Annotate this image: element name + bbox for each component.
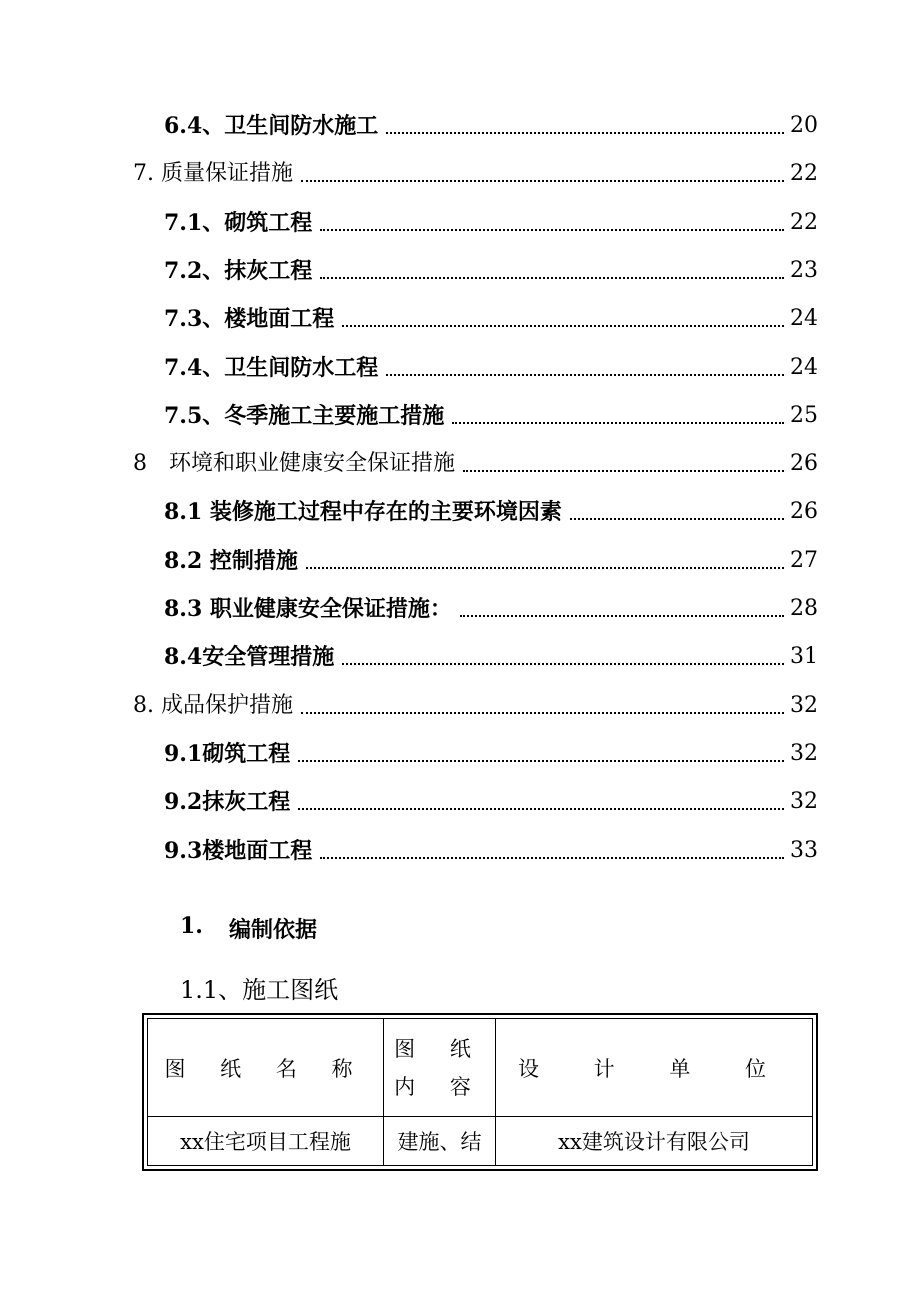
toc-entry[interactable] bbox=[164, 835, 818, 867]
drawings-table bbox=[142, 1013, 818, 1171]
toc-entry[interactable] bbox=[164, 545, 818, 577]
table-header-row bbox=[148, 1019, 813, 1117]
toc-entry-page: 22 bbox=[790, 161, 818, 186]
toc-entry[interactable] bbox=[164, 738, 818, 770]
header-drawing-name: 图 纸 名 称 bbox=[148, 1019, 384, 1117]
section-heading bbox=[180, 913, 317, 944]
toc-entry[interactable] bbox=[164, 207, 818, 239]
toc-entry[interactable] bbox=[164, 303, 818, 335]
toc-entry[interactable] bbox=[164, 255, 818, 287]
toc-entry-label: 7.5、冬季施工主要施工措施 bbox=[164, 403, 445, 429]
section-number: 1. bbox=[180, 913, 203, 939]
toc-dot-leader bbox=[320, 857, 784, 859]
toc-dot-leader bbox=[342, 663, 784, 665]
toc-entry[interactable] bbox=[164, 400, 818, 432]
cell-drawing-name: xx住宅项目工程施 bbox=[148, 1117, 384, 1166]
toc-dot-leader bbox=[386, 132, 784, 134]
toc-entry-label: 7.3、楼地面工程 bbox=[164, 306, 335, 332]
toc-dot-leader bbox=[306, 567, 784, 569]
toc-dot-leader bbox=[301, 712, 784, 714]
toc-dot-leader bbox=[320, 229, 784, 231]
toc-entry[interactable] bbox=[164, 641, 818, 673]
toc-entry-label: 8.1 装修施工过程中存在的主要环境因素 bbox=[164, 499, 562, 525]
toc-entry[interactable] bbox=[164, 593, 818, 625]
toc-entry-page: 24 bbox=[790, 306, 818, 331]
toc-entry[interactable] bbox=[133, 158, 818, 190]
header-drawing-content: 图 纸 内 容 bbox=[384, 1019, 496, 1117]
toc-dot-leader bbox=[301, 180, 784, 182]
toc-entry-page: 33 bbox=[790, 838, 818, 863]
toc-entry-page: 24 bbox=[790, 355, 818, 380]
toc-entry-label: 9.3楼地面工程 bbox=[164, 838, 313, 864]
toc-entry-page: 25 bbox=[790, 403, 818, 428]
toc-dot-leader bbox=[386, 374, 784, 376]
toc-entry-page: 32 bbox=[790, 741, 818, 766]
toc-entry-label: 6.4、卫生间防水施工 bbox=[164, 113, 379, 139]
toc-entry-label: 7.4、卫生间防水工程 bbox=[164, 355, 379, 381]
toc-dot-leader bbox=[298, 808, 784, 810]
toc-dot-leader bbox=[320, 277, 784, 279]
toc-entry-page: 26 bbox=[790, 451, 818, 476]
toc-entry-page: 27 bbox=[790, 548, 818, 573]
subsection-heading: 1.1、施工图纸 bbox=[180, 976, 339, 1004]
toc-entry-label: 9.1砌筑工程 bbox=[164, 741, 291, 767]
toc-dot-leader bbox=[298, 760, 784, 762]
cell-design-unit: xx建筑设计有限公司 bbox=[496, 1117, 813, 1166]
toc-entry-label: 7. 质量保证措施 bbox=[133, 161, 293, 186]
toc-dot-leader bbox=[452, 422, 784, 424]
toc-entry-page: 26 bbox=[790, 499, 818, 524]
toc-entry[interactable] bbox=[164, 786, 818, 818]
toc-entry-label: 8.2 控制措施 bbox=[164, 548, 298, 574]
cell-drawing-content: 建施、结 bbox=[384, 1117, 496, 1166]
toc-entry-page: 23 bbox=[790, 258, 818, 283]
table-row bbox=[148, 1117, 813, 1166]
toc-entry-page: 28 bbox=[790, 596, 818, 621]
toc-dot-leader bbox=[460, 615, 784, 617]
toc-entry-page: 20 bbox=[790, 113, 818, 138]
toc-entry[interactable] bbox=[133, 448, 818, 480]
toc-entry-page: 22 bbox=[790, 210, 818, 235]
header-design-unit: 设 计 单 位 bbox=[496, 1019, 813, 1117]
toc-entry-page: 32 bbox=[790, 693, 818, 718]
toc-entry-label: 8 环境和职业健康安全保证措施 bbox=[133, 451, 455, 476]
toc-dot-leader bbox=[570, 518, 784, 520]
toc-entry-page: 31 bbox=[790, 644, 818, 669]
toc-entry-label: 7.2、抹灰工程 bbox=[164, 258, 313, 284]
toc-entry-label: 9.2抹灰工程 bbox=[164, 789, 291, 815]
toc-entry[interactable] bbox=[133, 690, 818, 722]
toc-entry-label: 7.1、砌筑工程 bbox=[164, 210, 313, 236]
toc-entry[interactable] bbox=[164, 496, 818, 528]
toc-entry-label: 8.3 职业健康安全保证措施： bbox=[164, 596, 452, 622]
toc-dot-leader bbox=[342, 325, 784, 327]
toc-entry-page: 32 bbox=[790, 789, 818, 814]
toc-dot-leader bbox=[463, 470, 784, 472]
toc-entry-label: 8.4安全管理措施 bbox=[164, 644, 335, 670]
toc-entry[interactable] bbox=[164, 110, 818, 142]
toc-entry[interactable] bbox=[164, 352, 818, 384]
toc-entry-label: 8. 成品保护措施 bbox=[133, 693, 293, 718]
section-title: 编制依据 bbox=[228, 917, 317, 943]
